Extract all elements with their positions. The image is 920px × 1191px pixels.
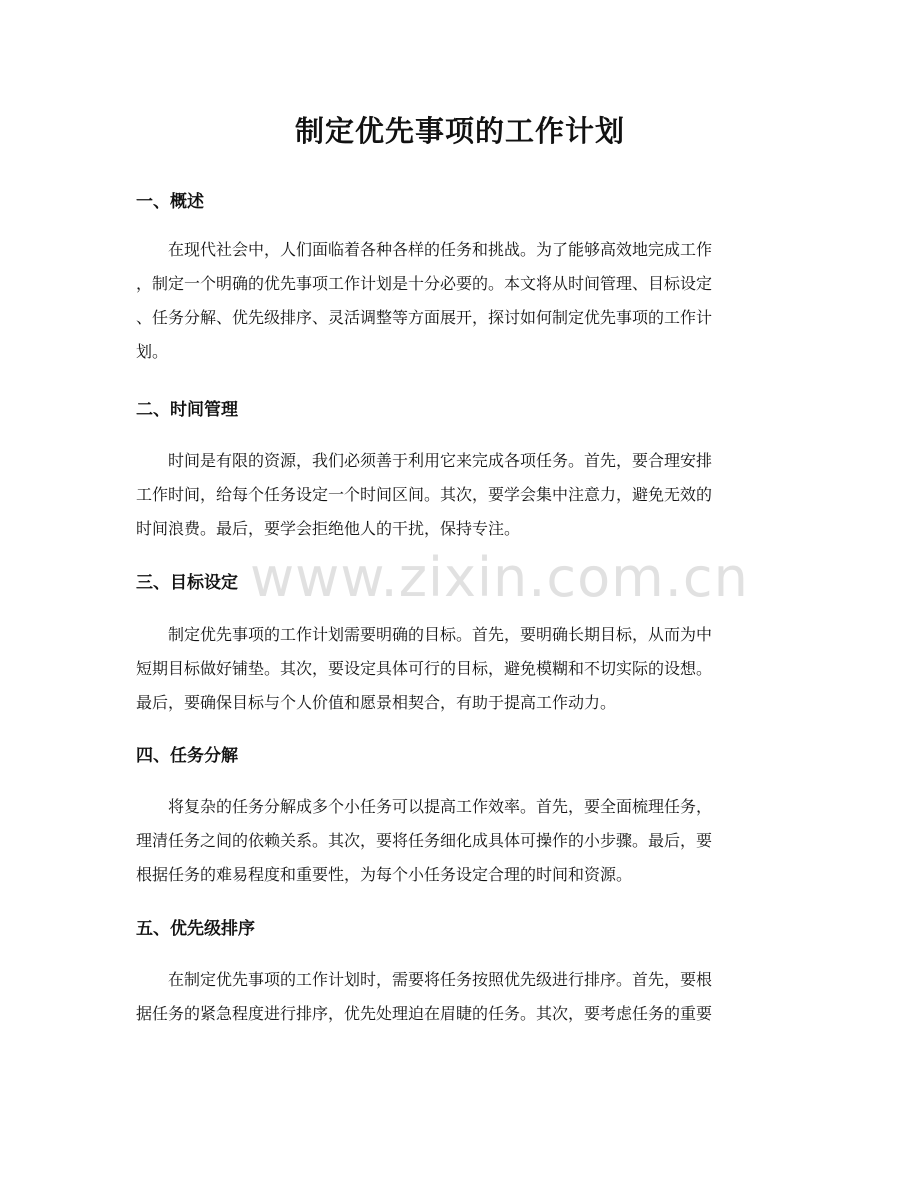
paragraph-line: 理清任务之间的依赖关系。其次，要将任务细化成具体可操作的小步骤。最后，要 — [136, 831, 713, 850]
section-paragraph-time-management — [136, 444, 788, 546]
paragraph-line: 根据任务的难易程度和重要性，为每个小任务设定合理的时间和资源。 — [136, 865, 633, 884]
section-heading-task-breakdown: 四、任务分解 — [136, 746, 238, 766]
section-heading-goal-setting: 三、目标设定 — [136, 573, 238, 593]
paragraph-line: 短期目标做好铺垫。其次，要设定具体可行的目标，避免模糊和不切实际的设想。 — [136, 659, 713, 678]
paragraph-line: ，制定一个明确的优先事项工作计划是十分必要的。本文将从时间管理、目标设定 — [136, 274, 713, 293]
paragraph-line: 工作时间，给每个任务设定一个时间区间。其次，要学会集中注意力，避免无效的 — [136, 485, 713, 504]
paragraph-line: 时间是有限的资源，我们必须善于利用它来完成各项任务。首先，要合理安排 — [136, 451, 713, 470]
watermark: www.zixin.com.cn — [250, 546, 749, 609]
paragraph-line: 制定优先事项的工作计划需要明确的目标。首先，要明确长期目标，从而为中 — [136, 625, 713, 644]
paragraph-line: 时间浪费。最后，要学会拒绝他人的干扰，保持专注。 — [136, 519, 521, 538]
paragraph-line: 在现代社会中，人们面临着各种各样的任务和挑战。为了能够高效地完成工作 — [136, 240, 713, 259]
paragraph-line: 在制定优先事项的工作计划时，需要将任务按照优先级进行排序。首先，要根 — [136, 970, 713, 989]
paragraph-line: 据任务的紧急程度进行排序，优先处理迫在眉睫的任务。其次，要考虑任务的重要 — [136, 1004, 713, 1023]
section-paragraph-overview — [136, 233, 788, 369]
section-heading-priority-ranking: 五、优先级排序 — [136, 919, 255, 939]
paragraph-line: 将复杂的任务分解成多个小任务可以提高工作效率。首先，要全面梳理任务， — [136, 797, 713, 816]
section-heading-time-management: 二、时间管理 — [136, 400, 238, 420]
section-paragraph-task-breakdown — [136, 790, 788, 892]
section-paragraph-priority-ranking — [136, 963, 788, 1031]
paragraph-line: 划。 — [136, 342, 169, 361]
paragraph-line: 最后，要确保目标与个人价值和愿景相契合，有助于提高工作动力。 — [136, 693, 617, 712]
section-paragraph-goal-setting — [136, 618, 788, 720]
section-heading-overview: 一、概述 — [136, 192, 204, 212]
document-title: 制定优先事项的工作计划 — [294, 114, 625, 148]
paragraph-line: 、任务分解、优先级排序、灵活调整等方面展开，探讨如何制定优先事项的工作计 — [136, 308, 713, 327]
